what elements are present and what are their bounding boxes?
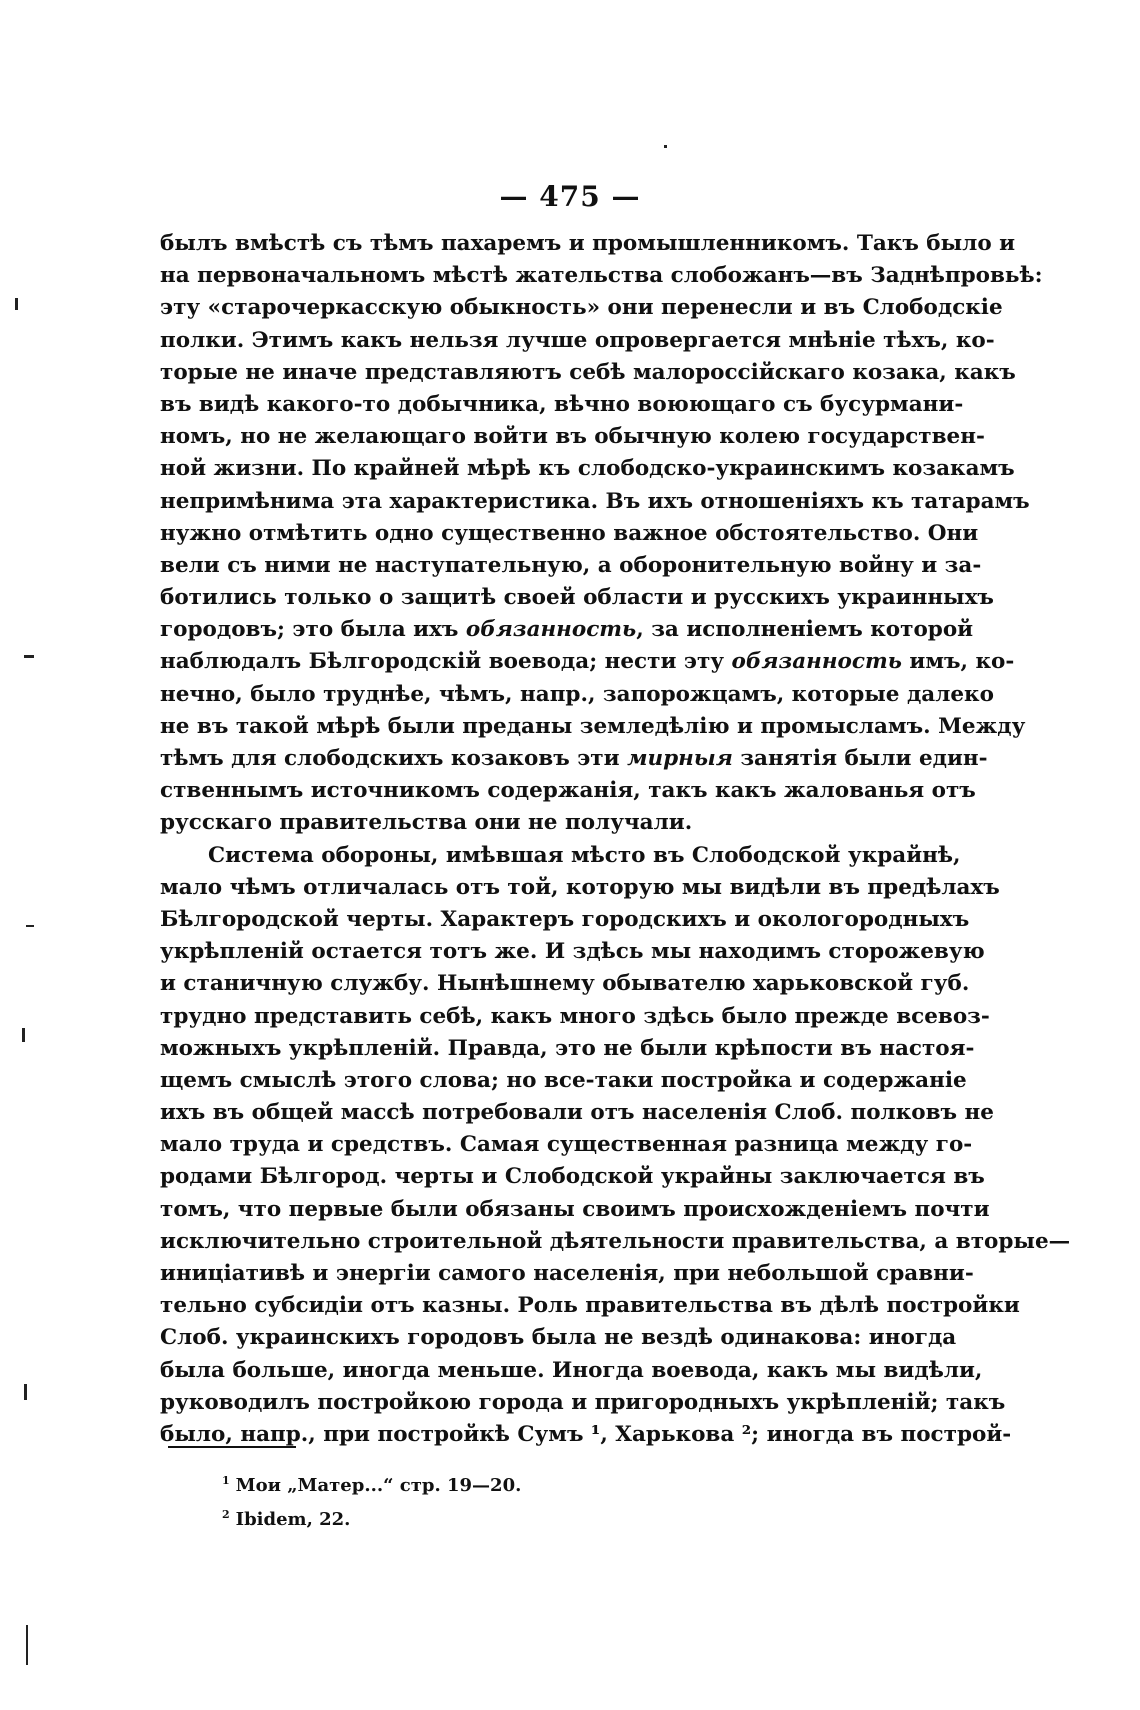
text-line: не въ такой мѣрѣ были преданы земледѣлію и промысламъ. Между [160, 713, 1026, 739]
text-line: была больше, иногда меньше. Иногда воевода, какъ мы видѣли, [160, 1357, 983, 1383]
footnote-mark: 1 [222, 1474, 230, 1487]
text-line: на первоначальномъ мѣстѣ жательства слобожанъ—въ Заднѣпровьѣ: [160, 263, 1043, 289]
text-line: исключительно строительной дѣятельности правительства, а вторые— [160, 1228, 1071, 1254]
text-line: русскаго правительства они не получали. [160, 810, 693, 836]
footnotes [222, 1464, 722, 1532]
margin-speck [26, 925, 34, 927]
text-line: иниціативѣ и энергіи самого населенія, при небольшой сравни- [160, 1261, 974, 1286]
text-line: укрѣпленій остается тотъ же. И здѣсь мы находимъ сторожевую [160, 939, 985, 965]
text-line: мало труда и средствъ. Самая существенная разница между го- [160, 1132, 973, 1158]
emphasized-word: обязанность [465, 617, 637, 643]
text-line: можныхъ укрѣпленій. Правда, это не были крѣпости въ настоя- [160, 1035, 975, 1061]
margin-speck [24, 655, 34, 658]
footnote-text: Мои „Матер...“ стр. 19—20. [235, 1475, 522, 1496]
text-line: городовъ; это была ихъ обязанность, за исполненіемъ которой [160, 617, 974, 643]
text-line: былъ вмѣстѣ съ тѣмъ пахаремъ и промышленникомъ. Такъ было и [160, 231, 1016, 256]
margin-speck [24, 1384, 27, 1400]
text-line: и станичную службу. Нынѣшнему обывателю харьковской губ. [160, 971, 970, 997]
margin-speck [15, 298, 18, 310]
text-line: было, напр., при постройкѣ Сумъ ¹, Харькова ²; иногда въ построй- [160, 1421, 1012, 1447]
text-line: мало чѣмъ отличалась отъ той, которую мы видѣли въ предѣлахъ [160, 874, 1000, 900]
text-line: ной жизни. По крайней мѣрѣ къ слободско-украинскимъ козакамъ [160, 456, 1015, 482]
text-line: родами Бѣлгород. черты и Слободской украйны заключается въ [160, 1164, 985, 1190]
text-line: Система обороны, имѣвшая мѣсто въ Слободской украйнѣ, [208, 842, 961, 868]
text-line: руководилъ постройкою города и пригородныхъ укрѣпленій; такъ [160, 1389, 1006, 1415]
text-line: номъ, но не желающаго войти въ обычную колею государствен- [160, 424, 985, 450]
emphasized-word: мирныя [627, 746, 733, 771]
text-line: полки. Этимъ какъ нельзя лучше опровергается мнѣніе тѣхъ, ко- [160, 327, 995, 353]
text-line: томъ, что первые были обязаны своимъ происхожденіемъ почти [160, 1196, 990, 1222]
text-line: торые не иначе представляютъ себѣ малороссійскаго козака, какъ [160, 359, 1016, 385]
page-number: — 475 — [499, 180, 641, 213]
emphasized-word: обязанность [731, 649, 902, 675]
text-line: непримѣнима эта характеристика. Въ ихъ отношеніяхъ къ татарамъ [160, 488, 1030, 514]
footnote-divider [168, 1446, 296, 1448]
margin-speck [664, 145, 667, 148]
text-line: въ видѣ какого-то добычника, вѣчно воюющаго съ бусурмани- [160, 391, 964, 417]
body-text [160, 228, 1071, 1451]
text-line: наблюдалъ Бѣлгородскій воевода; нести эту обязанность имъ, ко- [160, 649, 1015, 675]
text-line: щемъ смыслѣ этого слова; но все-таки постройка и содержаніе [160, 1067, 967, 1093]
margin-speck [26, 1625, 28, 1665]
text-line: Слоб. украинскихъ городовъ была не вездѣ одинакова: иногда [160, 1325, 957, 1351]
margin-speck [22, 1028, 25, 1042]
text-line: тѣмъ для слободскихъ козаковъ эти мирныя занятія были един- [160, 746, 988, 771]
text-line: трудно представить себѣ, какъ много здѣсь было прежде всевоз- [160, 1003, 990, 1029]
text-line: нужно отмѣтить одно существенно важное обстоятельство. Они [160, 520, 979, 546]
text-line: ственнымъ источникомъ содержанія, такъ какъ жалованья отъ [160, 778, 976, 804]
text-line: ихъ въ общей массѣ потребовали отъ населенія Слоб. полковъ не [160, 1100, 994, 1126]
text-line: Бѣлгородской черты. Характеръ городскихъ и окологородныхъ [160, 906, 970, 932]
footnote-mark: 2 [222, 1508, 230, 1521]
footnote [222, 1498, 722, 1532]
text-line: нечно, было труднѣе, чѣмъ, напр., запорожцамъ, которые далеко [160, 681, 994, 707]
footnote-text: Ibidem, 22. [235, 1509, 351, 1530]
text-line: эту «старочеркасскую обыкность» они перенесли и въ Слободскіе [160, 295, 1003, 321]
footnote [222, 1464, 722, 1498]
text-line: ботились только о защитѣ своей области и русскихъ украинныхъ [160, 585, 994, 611]
text-line: вели съ ними не наступательную, а оборонительную войну и за- [160, 552, 982, 578]
text-line: тельно субсидіи отъ казны. Роль правительства въ дѣлѣ постройки [160, 1293, 1020, 1319]
